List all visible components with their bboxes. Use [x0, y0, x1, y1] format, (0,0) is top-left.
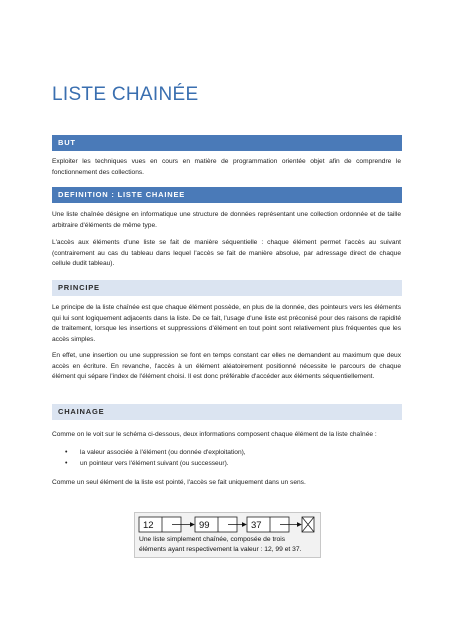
- list-node-1-value: 12: [143, 520, 154, 531]
- list-item: • la valeur associée à l'élément (ou donnée d'exploitation),: [52, 447, 401, 458]
- paragraph-but: Exploiter les techniques vues en cours en matière de programmation orientée objet afin de comprendre le fonctionnement des collections.: [52, 158, 401, 176]
- section-heading-principe: PRINCIPE: [52, 280, 402, 296]
- section-heading-chainage: CHAINAGE: [52, 404, 402, 420]
- paragraph-chainage-2: Comme un seul élément de la liste est pointé, l'accès se fait uniquement dans un sens.: [52, 479, 306, 486]
- paragraph-definition-1: Une liste chaînée désigne en informatique une structure de données représentant une collection ordonnée et de taille arbitraire d'éléments de même type.: [52, 211, 401, 229]
- section-heading-but: BUT: [52, 135, 402, 151]
- figure-caption-line-1: Une liste simplement chaînée, composée de trois: [139, 536, 286, 543]
- linked-list-diagram: [135, 513, 320, 535]
- document-title: LISTE CHAINÉE: [52, 84, 199, 105]
- list-node-2-value: 99: [199, 520, 210, 531]
- paragraph-principe-1: Le principe de la liste chaînée est que chaque élément possède, en plus de la donnée, des pointeurs vers les éléments qui lui sont logiquement adjacents dans la liste. De ce fait, l'usage d'une liste est préconisé pour des raisons de rapidité de traitement, lorsque les insertions et suppressions d'élément en tout point sont relativement plus fréquentes que les accès simples.: [52, 304, 401, 343]
- figure-caption: [139, 535, 301, 554]
- paragraph-definition-2: L'accès aux éléments d'une liste se fait de manière séquentielle : chaque élément permet l'accès au suivant (contrairement au cas du tableau dans lequel l'accès se fait de manière absolue, par adressage direct de chaque cellule dudit tableau).: [52, 239, 401, 267]
- paragraph-principe-2: En effet, une insertion ou une suppression se font en temps constant car elles ne demandent au maximum que deux accès en écriture. En revanche, l'accès à un élément aléatoirement positionné nécessite le parcours de chaque élément qui sépare l'index de l'élément choisi. Il est donc préférable d'accéder aux éléments séquentiellement.: [52, 352, 401, 380]
- linked-list-figure: [134, 512, 321, 558]
- figure-caption-line-2: éléments ayant respectivement la valeur : 12, 99 et 37.: [139, 545, 302, 553]
- section-heading-definition: DEFINITION : LISTE CHAINEE: [52, 187, 402, 203]
- list-node-3-value: 37: [251, 520, 262, 531]
- paragraph-chainage-1: Comme on le voit sur le schéma ci-dessous, deux informations composent chaque élément de la liste chaînée :: [52, 431, 377, 438]
- list-item: • un pointeur vers l'élément suivant (ou successeur).: [52, 458, 401, 469]
- bullet-list: [52, 447, 401, 469]
